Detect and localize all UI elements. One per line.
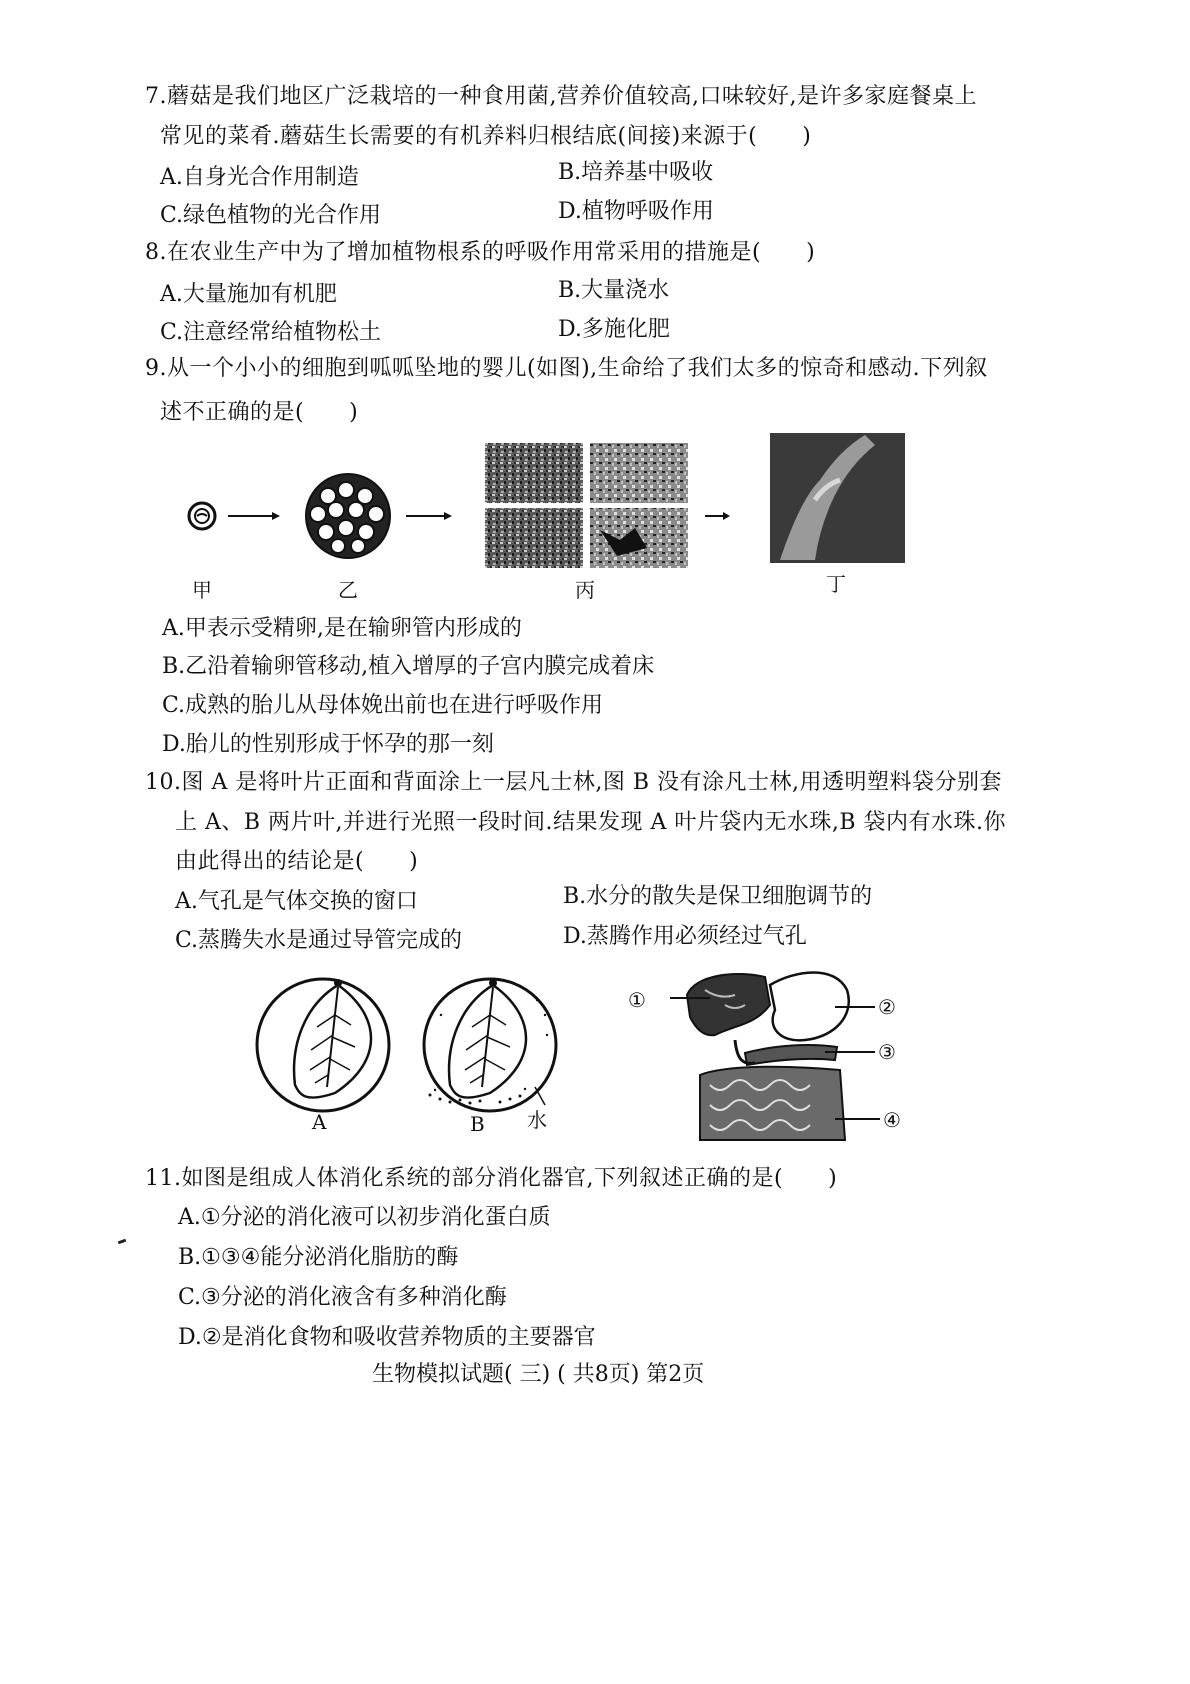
q7-stem-line1: 7.蘑菇是我们地区广泛栽培的一种食用菌,营养价值较高,口味较好,是许多家庭餐桌上 [145, 84, 977, 109]
q7-stem-line2: 常见的菜肴.蘑菇生长需要的有机养料归根结底(间接)来源于( ) [160, 124, 812, 149]
q8-option-d: D.多施化肥 [558, 317, 670, 342]
q10-stem-line1: 10.图 A 是将叶片正面和背面涂上一层凡士林,图 B 没有涂凡士林,用透明塑料袋分别套 [145, 770, 1003, 795]
organ-label-3: ③ [878, 1040, 896, 1064]
q10-option-c: C.蒸腾失水是通过导管完成的 [175, 928, 463, 953]
q9-stem-line1: 9.从一个小小的细胞到呱呱坠地的婴儿(如图),生命给了我们太多的惊奇和感动.下列叙 [145, 356, 988, 381]
q11-option-d: D.②是消化食物和吸收营养物质的主要器官 [178, 1325, 596, 1350]
q9-stem-line2: 述不正确的是( ) [160, 400, 359, 425]
zygote-cell [189, 503, 215, 529]
q8-option-c: C.注意经常给植物松土 [160, 320, 382, 345]
fig9-label-ding: 丁 [826, 572, 846, 596]
organ-label-4: ④ [883, 1108, 901, 1132]
embryo-development-figure [180, 430, 920, 605]
q8-option-b: B.大量浇水 [558, 278, 670, 303]
fetus-photo [770, 433, 905, 563]
q11-option-b: B.①③④能分泌消化脂肪的酶 [178, 1245, 459, 1270]
q9-option-d: D.胎儿的性别形成于怀孕的那一刻 [162, 732, 494, 757]
q9-option-a: A.甲表示受精卵,是在输卵管内形成的 [162, 616, 522, 641]
fig10-label-water: 水 [527, 1108, 547, 1132]
organ-label-1: ① [628, 988, 646, 1012]
q10-option-d: D.蒸腾作用必须经过气孔 [563, 924, 807, 949]
q10-option-b: B.水分的散失是保卫细胞调节的 [563, 884, 873, 909]
q9-option-c: C.成熟的胎儿从母体娩出前也在进行呼吸作用 [162, 693, 604, 718]
q11-option-c: C.③分泌的消化液含有多种消化酶 [178, 1285, 507, 1310]
fig10-label-b: B [470, 1112, 485, 1136]
page-footer: 生物模拟试题( 三) ( 共8页) 第2页 [372, 1362, 705, 1387]
embryo-photos [485, 443, 688, 568]
fig10-label-a: A [312, 1110, 327, 1134]
q10-option-a: A.气孔是气体交换的窗口 [175, 889, 418, 914]
q9-option-b: B.乙沿着输卵管移动,植入增厚的子宫内膜完成着床 [162, 654, 655, 679]
q7-option-c: C.绿色植物的光合作用 [160, 203, 382, 228]
q11-option-a: A.①分泌的消化液可以初步消化蛋白质 [178, 1205, 551, 1230]
q10-stem-line3: 由此得出的结论是( ) [175, 849, 419, 874]
fig9-label-yi: 乙 [338, 578, 358, 602]
scan-speck [118, 1239, 127, 1245]
q7-option-a: A.自身光合作用制造 [160, 165, 359, 190]
leaf-bag-figure [255, 975, 575, 1120]
leaf-b [424, 979, 556, 1111]
q7-option-b: B.培养基中吸收 [558, 160, 714, 185]
morula-cells [306, 474, 390, 558]
q7-option-d: D.植物呼吸作用 [558, 199, 714, 224]
fig9-label-jia: 甲 [192, 578, 212, 602]
fig9-label-bing: 丙 [575, 578, 595, 602]
q8-option-a: A.大量施加有机肥 [160, 282, 337, 307]
q8-stem: 8.在农业生产中为了增加植物根系的呼吸作用常采用的措施是( ) [145, 240, 816, 265]
q10-stem-line2: 上 A、B 两片叶,并进行光照一段时间.结果发现 A 叶片袋内无水珠,B 袋内有水珠.你 [175, 810, 1007, 835]
q11-stem: 11.如图是组成人体消化系统的部分消化器官,下列叙述正确的是( ) [145, 1166, 838, 1191]
leaf-a [257, 979, 389, 1111]
organ-label-2: ② [878, 995, 896, 1019]
